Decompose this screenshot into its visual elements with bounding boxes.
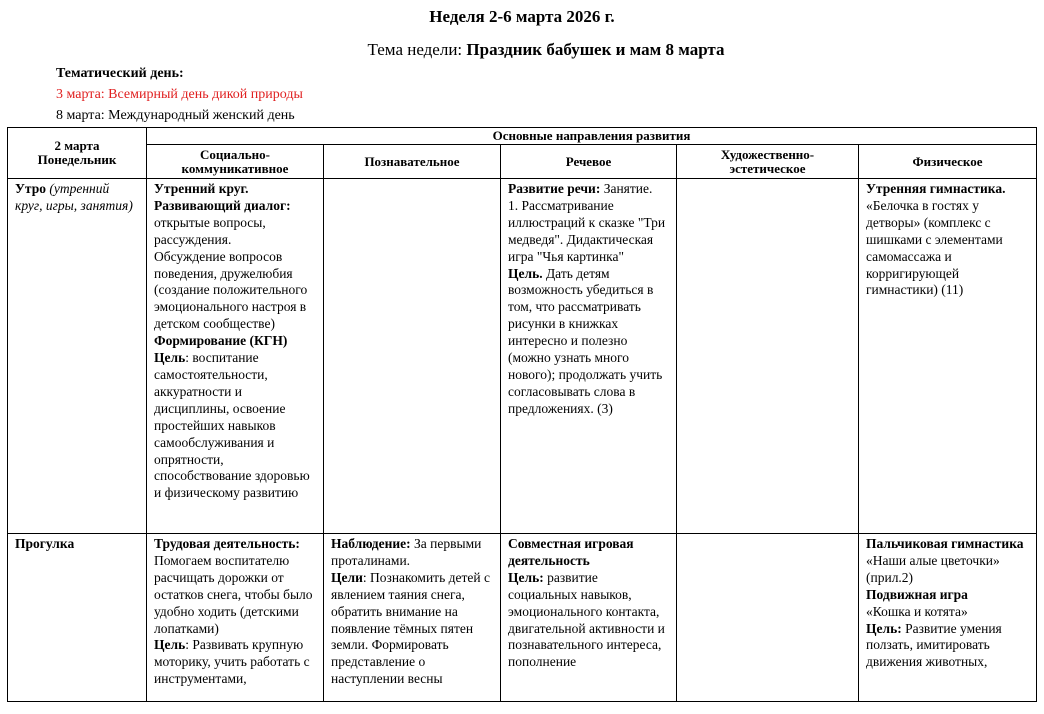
cell-speech [501,179,677,534]
theme-name: Праздник бабушек и мам 8 марта [466,40,725,59]
cell-physical [859,534,1037,702]
time-note: (утренний круг, игры, занятия) [15,181,133,213]
cell-paragraph [331,536,493,570]
cell-speech [501,534,677,702]
time-label: Прогулка [15,536,75,551]
cell-cognitive [324,534,501,702]
cell-text: «Белочка в гостях у детворы» (комплекс с шишками с элементами самомассажа и корригирующей гимнастики) (11) [866,197,1003,298]
cell-text: Дать детям возможность убедиться в том, что рассматривать рисунки в книжках интересно и полезно (можно узнать много нового); продолжать учить согласовывать слова в предложениях. (3) [508,265,663,416]
col-art: Художественно-эстетическое [677,145,859,179]
cell-bold-text: Цель [154,637,186,653]
col-physical: Физическое [859,145,1037,179]
cell-bold-text: Развитие речи: [508,181,601,196]
col-speech: Речевое [501,145,677,179]
cell-text: Занятие. [600,181,653,196]
cell-text: «Наши алые цветочки» (прил.2) [866,552,1000,585]
cell-paragraph [866,553,1029,587]
cell-paragraph [154,181,316,198]
thematic-day-label: Тематический день: [56,66,184,81]
cell-paragraph [508,570,669,671]
cell-paragraph [866,198,1029,299]
cell-paragraph [866,536,1029,553]
cell-text: : воспитание самостоятельности, аккуратности и дисциплины, освоение простейших навыков самообслуживания и опрятности, способствование здоровью и физическому развитию [154,350,310,501]
cell-bold-text: Пальчиковая гимнастика [866,536,1024,551]
cell-text: Помогаем воспитателю расчищать дорожки от остатков снега, чтобы было удобно ходить (детскими лопатками) [154,552,313,636]
cell-paragraph [154,249,316,334]
table-row [8,179,1037,534]
cell-bold-text: Цель. [508,265,543,281]
col-social: Социально-коммуникативное [147,145,324,179]
cell-paragraph [154,536,316,637]
cell-text: открытые вопросы, рассуждения. [154,214,266,247]
cell-text: Обсуждение вопросов поведения, дружелюбия (создание положительного эмоционального настроя в детском сообществе) [154,248,308,332]
cell-paragraph [154,637,316,688]
cell-bold-text: Цель [154,350,186,366]
cell-paragraph [508,536,669,570]
cell-bold-text: Утренний круг. [154,181,249,196]
cell-paragraph [508,266,669,418]
cell-paragraph [866,604,1029,621]
cell-paragraph [331,570,493,688]
day-cell: 2 марта Понедельник [8,128,147,179]
cell-social [147,179,324,534]
cell-paragraph [508,181,669,198]
cell-art [677,179,859,534]
cell-bold-text: Трудовая деятельность: [154,536,300,551]
week-theme [0,40,1044,60]
cell-art [677,534,859,702]
cell-paragraph [154,350,316,502]
cell-paragraph [154,198,316,249]
thematic-day-march8: 8 марта: Международный женский день [56,108,295,123]
cell-bold-text: Формирование (КГН) [154,333,288,349]
time-cell [8,534,147,702]
cell-text: : Познакомить детей с явлением таяния снега, обратить внимание на появление тёмных пятен земли. Формировать представление о наступлении весны [331,569,490,687]
cell-bold-text: Совместная игровая деятельность [508,536,634,568]
cell-text: : Развивать крупную моторику, учить работать с инструментами, [154,637,310,687]
time-label: Утро [15,181,46,196]
week-title: Неделя 2-6 марта 2026 г. [429,7,615,26]
cell-bold-text: Утренняя гимнастика. [866,181,1006,196]
thematic-day-march3: 3 марта: Всемирный день дикой природы [56,87,303,102]
cell-text: развитие социальных навыков, эмоционального контакта, двигательной активности и познавательного интереса, пополнение [508,569,665,670]
cell-paragraph [508,198,669,266]
cell-text: 1. Рассматривание иллюстраций к сказке "Три медведя". Дидактическая игра "Чья картинка" [508,197,666,264]
plan-table [7,127,1037,702]
cell-cognitive [324,179,501,534]
cell-bold-text: Подвижная игра [866,586,968,602]
cell-social [147,534,324,702]
cell-bold-text: Развивающий диалог: [154,197,291,213]
theme-prefix: Тема недели: [367,40,467,59]
cell-text: Развитие умения ползать, имитировать движения животных, [866,620,1002,670]
cell-bold-text: Цели [331,569,363,585]
cell-paragraph [866,181,1029,198]
cell-text: «Кошка и котята» [866,603,968,619]
cell-bold-text: Цель: [866,620,902,636]
cell-paragraph [866,621,1029,672]
cell-paragraph [154,333,316,350]
col-cognitive: Познавательное [324,145,501,179]
time-cell [8,179,147,534]
cell-bold-text: Цель: [508,569,544,585]
cell-physical [859,179,1037,534]
cell-bold-text: Наблюдение: [331,536,411,551]
cell-paragraph [866,587,1029,604]
cell-text: За первыми проталинами. [331,536,482,568]
table-row [8,534,1037,702]
directions-group-header: Основные направления развития [147,128,1037,145]
